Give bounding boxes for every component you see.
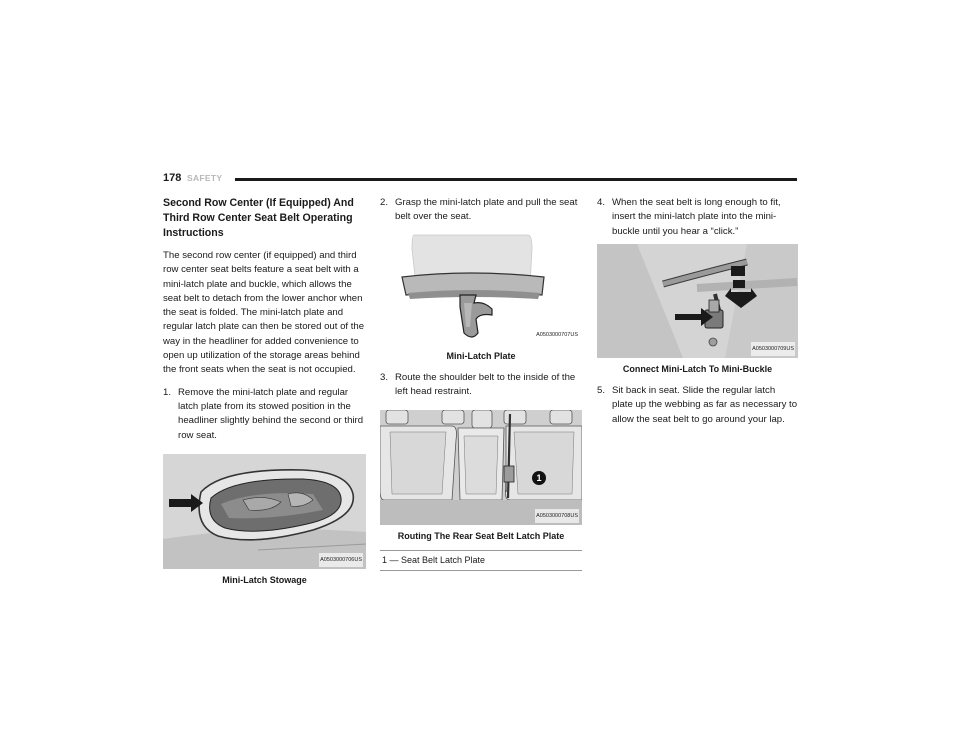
step-4 [597, 196, 798, 239]
figure-id: A0503000707US [535, 328, 579, 342]
column-3 [597, 196, 798, 427]
figure-mini-latch-stowage [163, 454, 366, 569]
step-text: Sit back in seat. Slide the regular latch plate up the webbing as far as necessary to allow the seat belt to go around your lap. [612, 385, 798, 425]
step-number: 4. [597, 197, 606, 208]
step-text: Remove the mini-latch plate and regular latch plate from its stowed position in the headliner slightly behind the second or third row seat. [178, 386, 364, 441]
step-text: When the seat belt is long enough to fit, insert the mini-latch plate into the mini-buckle until you hear a “click.” [612, 197, 781, 237]
figure-caption: Connect Mini-Latch To Mini-Buckle [622, 363, 773, 374]
figure-connect-mini-latch [597, 244, 798, 358]
section-title: SAFETY [187, 173, 223, 183]
column-2 [380, 196, 582, 571]
figure-routing-rear-seat-belt [380, 410, 582, 525]
figure-caption: Routing The Rear Seat Belt Latch Plate [397, 531, 565, 542]
step-5 [597, 384, 798, 427]
step-number: 5. [597, 385, 606, 397]
figure-caption: Mini-Latch Stowage [222, 574, 307, 585]
step-3 [380, 371, 582, 400]
step-1 [163, 386, 366, 443]
step-number: 1. [163, 386, 172, 398]
figure-mini-latch-plate [380, 229, 582, 345]
mini-latch-plate-illustration [380, 229, 582, 345]
page-number: 178 [163, 172, 182, 184]
step-number: 2. [380, 197, 389, 208]
figure-caption: Mini-Latch Plate [446, 350, 516, 361]
callout-marker: 1 [532, 471, 546, 485]
section-heading: Second Row Center (If Equipped) And Third Row Center Seat Belt Operating Instructions [163, 197, 354, 239]
step-text: Route the shoulder belt to the inside of the left head restraint. [395, 371, 576, 398]
figure-id: A0503000706US [319, 553, 363, 567]
figure-id: A0503000709US [751, 342, 795, 356]
step-number: 3. [380, 371, 389, 383]
step-2 [380, 196, 582, 225]
intro-paragraph: The second row center (if equipped) and third row center seat belts feature a seat belt with a mini-latch plate and buckle, which allows the seat belt to detach from the lower anchor when the seat is folded. The mini-latch plate and regular latch plate can then be stored out of the way in the headliner for added convenience to open up utilization of the storage areas behind the front seats when the seat is not occupied. [163, 250, 365, 376]
figure-legend: 1 — Seat Belt Latch Plate [380, 550, 582, 571]
header-rule [235, 178, 797, 181]
page-header [163, 172, 797, 186]
figure-id: A0503000708US [535, 509, 579, 523]
column-1 [163, 196, 366, 587]
step-text: Grasp the mini-latch plate and pull the seat belt over the seat. [395, 197, 578, 223]
